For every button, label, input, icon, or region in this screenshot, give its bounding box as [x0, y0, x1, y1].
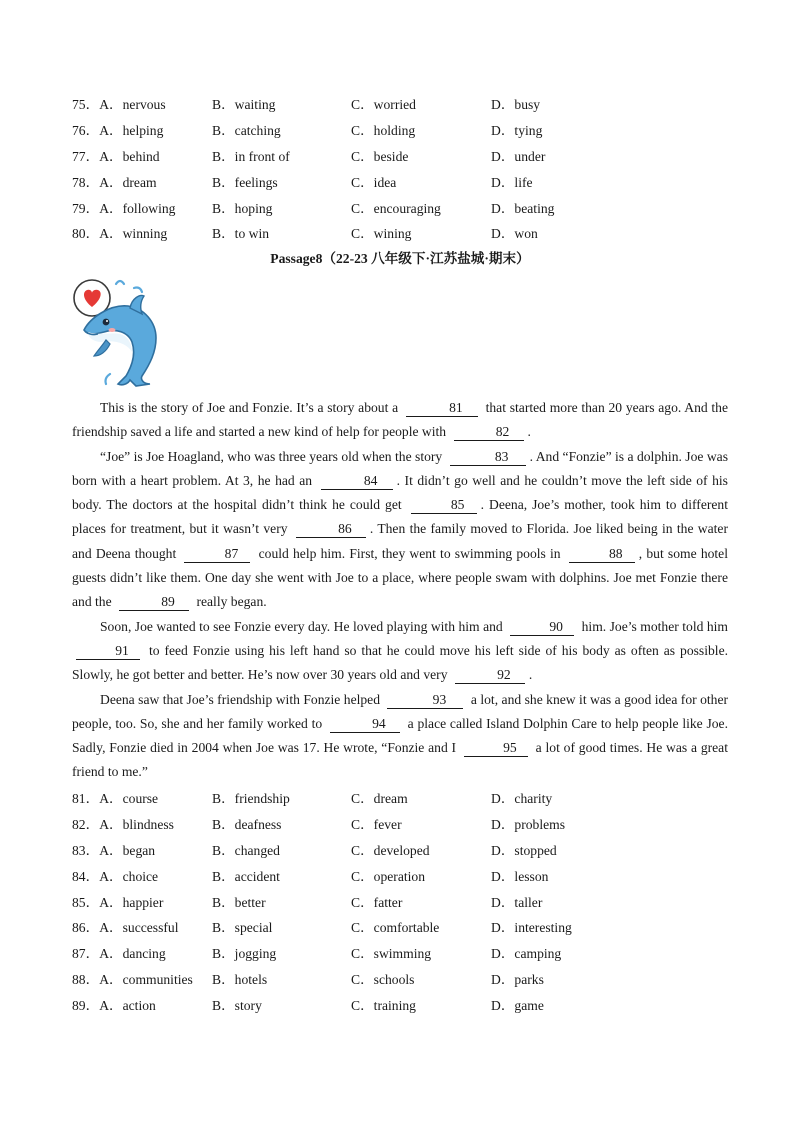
- option-letter: D．: [491, 894, 515, 910]
- option-text: dancing: [122, 946, 166, 962]
- option-c: [351, 941, 431, 967]
- option-text: hoping: [234, 200, 273, 216]
- blank-88: 88: [569, 545, 635, 563]
- option-text: tying: [514, 122, 543, 138]
- option-letter: B．: [212, 842, 235, 858]
- option-letter: C．: [351, 920, 374, 936]
- question-row-82: [72, 812, 732, 838]
- passage-paragraph-4: [72, 688, 728, 785]
- option-text: winning: [122, 226, 168, 242]
- option-text: parks: [514, 972, 544, 988]
- option-text: game: [514, 998, 544, 1014]
- option-a: [72, 118, 163, 144]
- option-text: schools: [373, 972, 415, 988]
- passage-text-segment: a place called Island Dolphin Care to help people like Joe. Sadly, Fonzie died in 2004 when Joe was 17. He wrote, “Fonzie and I: [72, 715, 728, 756]
- option-letter: B．: [212, 200, 235, 216]
- passage-paragraph-1: [72, 396, 728, 445]
- option-letter: A．: [99, 816, 123, 832]
- option-b: [212, 196, 272, 222]
- option-letter: A．: [99, 920, 123, 936]
- option-letter: D．: [491, 148, 515, 164]
- number-separator: ．: [85, 97, 100, 112]
- option-text: interesting: [514, 920, 572, 936]
- option-text: idea: [373, 174, 397, 190]
- blank-90: 90: [510, 618, 574, 636]
- option-c: [351, 144, 408, 170]
- blank-95: 95: [464, 739, 528, 757]
- option-text: under: [514, 148, 546, 164]
- option-text: dream: [122, 174, 157, 190]
- question-row-83: [72, 838, 732, 864]
- option-letter: B．: [212, 920, 235, 936]
- option-letter: A．: [99, 998, 123, 1014]
- option-letter: B．: [212, 894, 235, 910]
- option-letter: B．: [212, 148, 235, 164]
- blank-83: 83: [450, 448, 526, 466]
- question-number: 78: [72, 174, 86, 190]
- option-a: [72, 144, 160, 170]
- option-c: [351, 92, 416, 118]
- option-c: [351, 993, 416, 1019]
- question-options-top: [72, 92, 732, 247]
- question-number: 87: [72, 946, 86, 962]
- number-separator: ．: [85, 894, 100, 910]
- option-b: [212, 221, 269, 247]
- option-b: [212, 941, 276, 967]
- question-number: 89: [72, 998, 86, 1014]
- blank-91: 91: [76, 642, 140, 660]
- option-text: happier: [122, 894, 164, 910]
- question-row-86: [72, 915, 732, 941]
- number-separator: ．: [85, 174, 100, 190]
- option-text: successful: [122, 920, 179, 936]
- question-number: 86: [72, 920, 86, 936]
- option-letter: D．: [491, 226, 515, 242]
- option-letter: C．: [351, 122, 374, 138]
- option-letter: C．: [351, 972, 374, 988]
- question-row-77: [72, 144, 732, 170]
- number-separator: ．: [85, 920, 100, 936]
- passage-text-segment: This is the story of Joe and Fonzie. It’s a story about a: [100, 400, 402, 415]
- option-d: [491, 838, 557, 864]
- option-text: training: [373, 998, 416, 1014]
- option-d: [491, 221, 538, 247]
- option-letter: C．: [351, 816, 374, 832]
- passage-text-segment: . Deena, Joe’s mother, took him to different places for treatment, but it wasn’t very: [72, 497, 728, 537]
- option-b: [212, 864, 280, 890]
- number-separator: ．: [85, 226, 100, 242]
- question-row-78: [72, 170, 732, 196]
- option-text: accident: [234, 868, 280, 884]
- option-text: friendship: [234, 791, 290, 806]
- question-row-81: [72, 786, 732, 812]
- option-text: feelings: [234, 174, 278, 190]
- option-text: encouraging: [373, 200, 441, 216]
- option-b: [212, 812, 281, 838]
- option-b: [212, 92, 275, 118]
- blank-89: 89: [119, 593, 189, 611]
- option-letter: D．: [491, 868, 515, 884]
- passage-paragraph-2: [72, 445, 728, 615]
- option-b: [212, 118, 281, 144]
- option-c: [351, 890, 402, 916]
- option-letter: D．: [491, 816, 515, 832]
- option-text: beating: [514, 200, 555, 216]
- option-letter: A．: [99, 122, 123, 138]
- option-a: [72, 92, 166, 118]
- option-letter: B．: [212, 122, 235, 138]
- option-c: [351, 170, 396, 196]
- option-letter: C．: [351, 946, 374, 962]
- option-a: [72, 993, 156, 1019]
- question-number: 85: [72, 894, 86, 910]
- option-text: blindness: [122, 816, 174, 832]
- option-text: better: [234, 894, 266, 910]
- option-d: [491, 864, 548, 890]
- option-letter: A．: [99, 200, 123, 216]
- passage-text-segment: a lot of good times. He was a great friend to me.”: [72, 740, 728, 780]
- question-row-89: [72, 993, 732, 1019]
- passage-text-segment: Deena saw that Joe’s friendship with Fonzie helped: [100, 691, 384, 707]
- passage-text-segment: .: [528, 667, 533, 683]
- option-d: [491, 144, 545, 170]
- option-b: [212, 890, 266, 916]
- option-letter: A．: [99, 97, 123, 112]
- option-a: [72, 221, 167, 247]
- option-text: changed: [234, 842, 280, 858]
- option-text: taller: [514, 894, 543, 910]
- number-separator: ．: [85, 842, 100, 858]
- option-text: stopped: [514, 842, 557, 858]
- question-number: 77: [72, 148, 86, 164]
- option-a: [72, 864, 158, 890]
- option-text: communities: [122, 972, 193, 988]
- passage-text-segment: could help him. First, they went to swimming pools in: [254, 545, 565, 561]
- option-b: [212, 915, 272, 941]
- option-text: nervous: [122, 97, 166, 112]
- option-a: [72, 890, 163, 916]
- passage-text-segment: . And “Fonzie” is a dolphin. Joe was born with a heart problem. At 3, he had an: [72, 448, 728, 488]
- blank-84: 84: [321, 472, 393, 490]
- passage-text-segment: .: [527, 424, 531, 440]
- option-b: [212, 993, 262, 1019]
- passage-text-segment: him. Joe’s mother told him: [578, 618, 728, 634]
- passage-paragraph-3: [72, 615, 728, 688]
- option-c: [351, 967, 414, 993]
- blank-86: 86: [296, 520, 366, 538]
- option-letter: C．: [351, 868, 374, 884]
- option-d: [491, 941, 561, 967]
- option-text: to win: [234, 226, 270, 242]
- number-separator: ．: [85, 122, 100, 138]
- blank-87: 87: [184, 545, 250, 563]
- option-text: life: [514, 174, 533, 190]
- option-text: charity: [514, 791, 553, 806]
- option-letter: A．: [99, 868, 123, 884]
- option-c: [351, 196, 441, 222]
- option-letter: D．: [491, 972, 515, 988]
- option-letter: A．: [99, 148, 123, 164]
- option-letter: D．: [491, 842, 515, 858]
- option-d: [491, 786, 552, 812]
- question-number: 79: [72, 200, 86, 216]
- blank-82: 82: [454, 423, 524, 441]
- option-letter: C．: [351, 200, 374, 216]
- option-text: in front of: [234, 148, 290, 164]
- option-letter: C．: [351, 894, 374, 910]
- option-text: began: [122, 842, 156, 858]
- option-a: [72, 786, 158, 812]
- option-letter: D．: [491, 97, 515, 112]
- option-text: waiting: [234, 97, 276, 112]
- option-letter: C．: [351, 174, 374, 190]
- option-d: [491, 967, 544, 993]
- dolphin-with-heart-icon: [70, 272, 170, 390]
- question-number: 84: [72, 868, 86, 884]
- question-number: 83: [72, 842, 86, 858]
- option-letter: A．: [99, 894, 123, 910]
- option-text: hotels: [234, 972, 268, 988]
- option-text: won: [514, 226, 538, 242]
- option-letter: C．: [351, 97, 374, 112]
- option-letter: B．: [212, 97, 235, 112]
- number-separator: ．: [85, 791, 100, 806]
- option-letter: C．: [351, 148, 374, 164]
- question-number: 88: [72, 972, 86, 988]
- blank-85: 85: [411, 496, 477, 514]
- option-letter: D．: [491, 174, 515, 190]
- question-row-75: [72, 92, 732, 118]
- option-c: [351, 864, 425, 890]
- option-text: camping: [514, 946, 562, 962]
- option-text: fever: [373, 816, 402, 832]
- passage-text-segment: “Joe” is Joe Hoagland, who was three years old when the story: [100, 448, 446, 464]
- number-separator: ．: [85, 200, 100, 216]
- question-options-bottom: [72, 786, 732, 1019]
- option-text: developed: [373, 842, 430, 858]
- passage-text-segment: that started more than 20 years ago. And the friendship saved a life and started a new kind of help for people with: [72, 400, 728, 440]
- option-d: [491, 812, 565, 838]
- option-d: [491, 196, 554, 222]
- option-letter: B．: [212, 972, 235, 988]
- question-number: 82: [72, 816, 86, 832]
- question-row-76: [72, 118, 732, 144]
- question-number: 76: [72, 122, 86, 138]
- option-text: special: [234, 920, 273, 936]
- option-a: [72, 967, 193, 993]
- option-letter: B．: [212, 226, 235, 242]
- passage-text-segment: , but some hotel guests didn’t like them. One day she went with Joe to a place, where people swam with dolphins. Joe met Fonzie there and the: [72, 545, 728, 610]
- option-letter: B．: [212, 946, 235, 962]
- option-text: wining: [373, 226, 412, 242]
- option-text: swimming: [373, 946, 432, 962]
- option-letter: A．: [99, 946, 123, 962]
- option-letter: D．: [491, 122, 515, 138]
- option-a: [72, 812, 174, 838]
- option-c: [351, 812, 402, 838]
- option-text: problems: [514, 816, 566, 832]
- question-row-87: [72, 941, 732, 967]
- number-separator: ．: [85, 148, 100, 164]
- number-separator: ．: [85, 816, 100, 832]
- option-letter: D．: [491, 998, 515, 1014]
- option-b: [212, 786, 290, 812]
- option-b: [212, 170, 278, 196]
- passage-title: Passage8（22-23 八年级下·江苏盐城·期末）: [270, 251, 530, 266]
- question-row-79: [72, 196, 732, 222]
- number-separator: ．: [85, 972, 100, 988]
- option-text: deafness: [234, 816, 282, 832]
- option-d: [491, 170, 533, 196]
- blank-94: 94: [330, 715, 400, 733]
- option-d: [491, 92, 540, 118]
- passage-text-segment: really began.: [193, 594, 267, 610]
- option-text: choice: [122, 868, 159, 884]
- question-row-84: [72, 864, 732, 890]
- option-c: [351, 786, 408, 812]
- option-b: [212, 144, 290, 170]
- option-text: jogging: [234, 946, 277, 962]
- option-text: busy: [514, 97, 541, 112]
- option-text: dream: [373, 791, 408, 806]
- option-text: worried: [373, 97, 416, 112]
- option-text: lesson: [514, 868, 549, 884]
- passage-text-segment: Soon, Joe wanted to see Fonzie every day. He loved playing with him and: [100, 618, 507, 634]
- option-c: [351, 915, 439, 941]
- question-row-85: [72, 890, 732, 916]
- option-c: [351, 118, 415, 144]
- option-text: fatter: [373, 894, 403, 910]
- option-a: [72, 941, 166, 967]
- option-letter: B．: [212, 174, 235, 190]
- option-letter: C．: [351, 226, 374, 242]
- option-letter: B．: [212, 816, 235, 832]
- question-row-88: [72, 967, 732, 993]
- option-b: [212, 838, 280, 864]
- option-letter: B．: [212, 998, 235, 1014]
- option-letter: D．: [491, 920, 515, 936]
- option-c: [351, 221, 411, 247]
- option-a: [72, 838, 155, 864]
- blank-81: 81: [406, 399, 478, 417]
- option-text: course: [122, 791, 159, 806]
- option-c: [351, 838, 430, 864]
- passage-text-segment: to feed Fonzie using his left hand so that he could move his left side of his body as often as possible. Slowly, he got better and better. He’s now over 30 years old and very: [72, 642, 728, 683]
- option-letter: C．: [351, 791, 374, 806]
- option-text: comfortable: [373, 920, 440, 936]
- option-letter: A．: [99, 972, 123, 988]
- number-separator: ．: [85, 946, 100, 962]
- option-a: [72, 196, 175, 222]
- option-letter: A．: [99, 174, 123, 190]
- option-letter: C．: [351, 998, 374, 1014]
- option-letter: A．: [99, 842, 123, 858]
- option-letter: D．: [491, 200, 515, 216]
- option-text: following: [122, 200, 176, 216]
- option-letter: B．: [212, 791, 235, 806]
- passage-text: [72, 396, 728, 785]
- question-number: 81: [72, 791, 86, 806]
- option-d: [491, 890, 542, 916]
- question-number: 75: [72, 97, 86, 112]
- option-text: catching: [234, 122, 281, 138]
- passage-text-segment: . It didn’t go well and he couldn’t move the left side of his body. The doctors at the hospital didn’t think he could get: [72, 472, 728, 513]
- passage-text-segment: . Then the family moved to Florida. Joe liked being in the water and Deena thought: [72, 521, 728, 561]
- option-text: action: [122, 998, 156, 1014]
- question-number: 80: [72, 226, 86, 242]
- option-a: [72, 170, 157, 196]
- option-d: [491, 915, 572, 941]
- number-separator: ．: [85, 868, 100, 884]
- option-letter: D．: [491, 946, 515, 962]
- option-d: [491, 993, 544, 1019]
- question-row-80: [72, 221, 732, 247]
- option-text: operation: [373, 868, 426, 884]
- option-letter: D．: [491, 791, 515, 806]
- option-b: [212, 967, 267, 993]
- option-a: [72, 915, 178, 941]
- option-text: helping: [122, 122, 164, 138]
- option-d: [491, 118, 542, 144]
- option-text: behind: [122, 148, 160, 164]
- option-letter: B．: [212, 868, 235, 884]
- number-separator: ．: [85, 998, 100, 1014]
- option-text: beside: [373, 148, 409, 164]
- option-text: holding: [373, 122, 416, 138]
- option-letter: A．: [99, 226, 123, 242]
- option-letter: C．: [351, 842, 374, 858]
- blank-93: 93: [387, 691, 463, 709]
- option-letter: A．: [99, 791, 123, 806]
- option-text: story: [234, 998, 262, 1014]
- blank-92: 92: [455, 666, 525, 684]
- passage-text-segment: a lot, and she knew it was a good idea for other people, too. So, she and her family worked to: [72, 691, 729, 731]
